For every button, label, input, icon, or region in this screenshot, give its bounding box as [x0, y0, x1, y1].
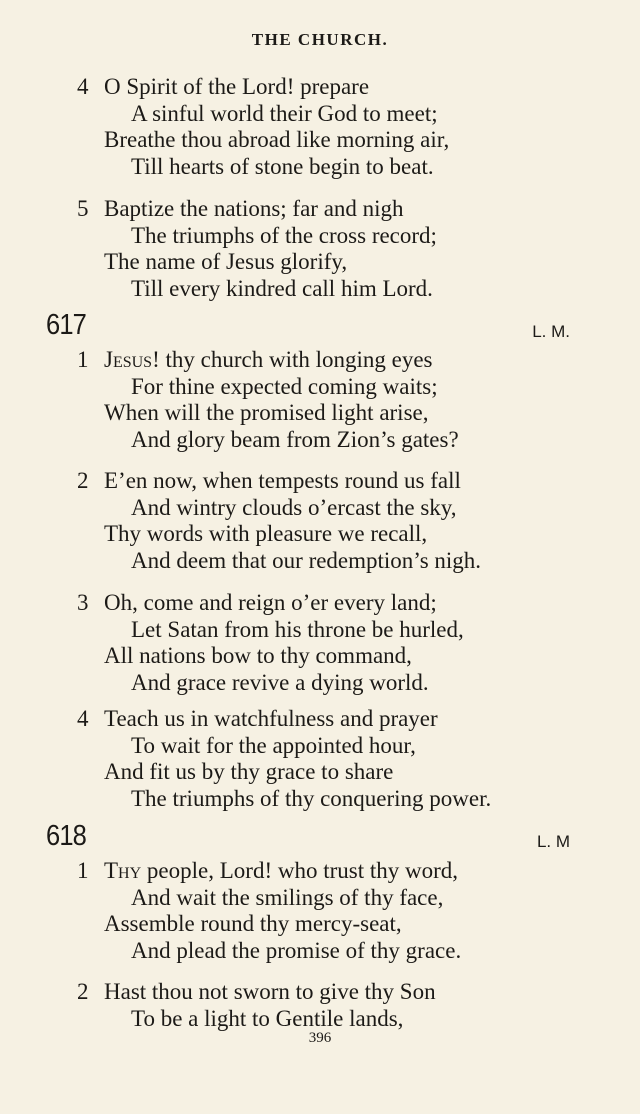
- verse-line: Breathe thou abroad like morning air,: [104, 127, 450, 152]
- line-text: people, Lord! who trust thy word,: [141, 858, 459, 883]
- verse-line: The triumphs of the cross record;: [131, 222, 437, 248]
- first-word: Jesus: [104, 347, 153, 372]
- verse-line: E’en now, when tempests round us fall: [104, 468, 461, 493]
- verse: [0, 468, 640, 574]
- verse: [0, 858, 640, 964]
- verse-number: 1: [77, 347, 89, 372]
- first-word: Thy: [104, 858, 142, 883]
- verse-line: Teach us in watchfulness and prayer: [104, 706, 438, 731]
- verse: [0, 196, 640, 302]
- verse-line: Till every kindred call him Lord.: [131, 275, 433, 301]
- verse-line: O Spirit of the Lord! prepare: [104, 74, 370, 99]
- verse-number: 2: [77, 979, 89, 1004]
- running-header: THE CHURCH.: [251, 30, 389, 49]
- verse-line: Thy words with pleasure we recall,: [104, 521, 428, 546]
- verse-line: To be a light to Gentile lands,: [131, 1005, 404, 1031]
- verse-number: 1: [77, 858, 89, 883]
- verse: [0, 979, 640, 1032]
- verse-line: To wait for the appointed hour,: [131, 732, 416, 758]
- verse-number: 4: [77, 74, 89, 99]
- verse-line: And deem that our redemption’s nigh.: [131, 547, 482, 573]
- verse-line: And wait the smilings of thy face,: [131, 884, 444, 910]
- verse: [0, 347, 640, 453]
- verse-line: And grace revive a dying world.: [131, 669, 429, 695]
- verse-line: When will the promised light arise,: [104, 400, 429, 425]
- verse: [0, 590, 640, 696]
- verse-line: [0, 858, 640, 885]
- hymn-number: 617: [46, 309, 86, 341]
- verse-line: Assemble round thy mercy-seat,: [104, 911, 402, 936]
- hymn-meter: L. M: [536, 832, 570, 851]
- verse-line: Till hearts of stone begin to beat.: [131, 153, 434, 179]
- verse-line: Hast thou not sworn to give thy Son: [104, 979, 436, 1004]
- page-number: 396: [308, 1030, 332, 1046]
- verse: [0, 706, 640, 812]
- verse-line: And plead the promise of thy grace.: [131, 937, 462, 963]
- verse-line: Oh, come and reign o’er every land;: [104, 590, 437, 615]
- verse-line: For thine expected coming waits;: [131, 373, 438, 399]
- hymn-meter: L. M.: [532, 322, 570, 341]
- verse-line: A sinful world their God to meet;: [131, 100, 438, 126]
- verse-line: The name of Jesus glorify,: [104, 249, 348, 274]
- verse-number: 2: [77, 468, 89, 493]
- verse-number: 5: [77, 196, 89, 221]
- verse-line: The triumphs of thy conquering power.: [131, 785, 492, 811]
- verse-line: All nations bow to thy command,: [104, 643, 412, 668]
- verse-line: [0, 347, 640, 374]
- verse-number: 3: [77, 590, 89, 615]
- hymn-number: 618: [46, 820, 86, 852]
- verse-number: 4: [77, 706, 89, 731]
- verse-line: Baptize the nations; far and nigh: [104, 196, 404, 221]
- verse-line: And wintry clouds o’ercast the sky,: [131, 494, 457, 520]
- line-text: ! thy church with longing eyes: [152, 347, 433, 372]
- verse-line: Let Satan from his throne be hurled,: [131, 616, 464, 642]
- verse-line: And fit us by thy grace to share: [104, 759, 394, 784]
- verse: [0, 74, 640, 180]
- verse-line: And glory beam from Zion’s gates?: [131, 426, 459, 452]
